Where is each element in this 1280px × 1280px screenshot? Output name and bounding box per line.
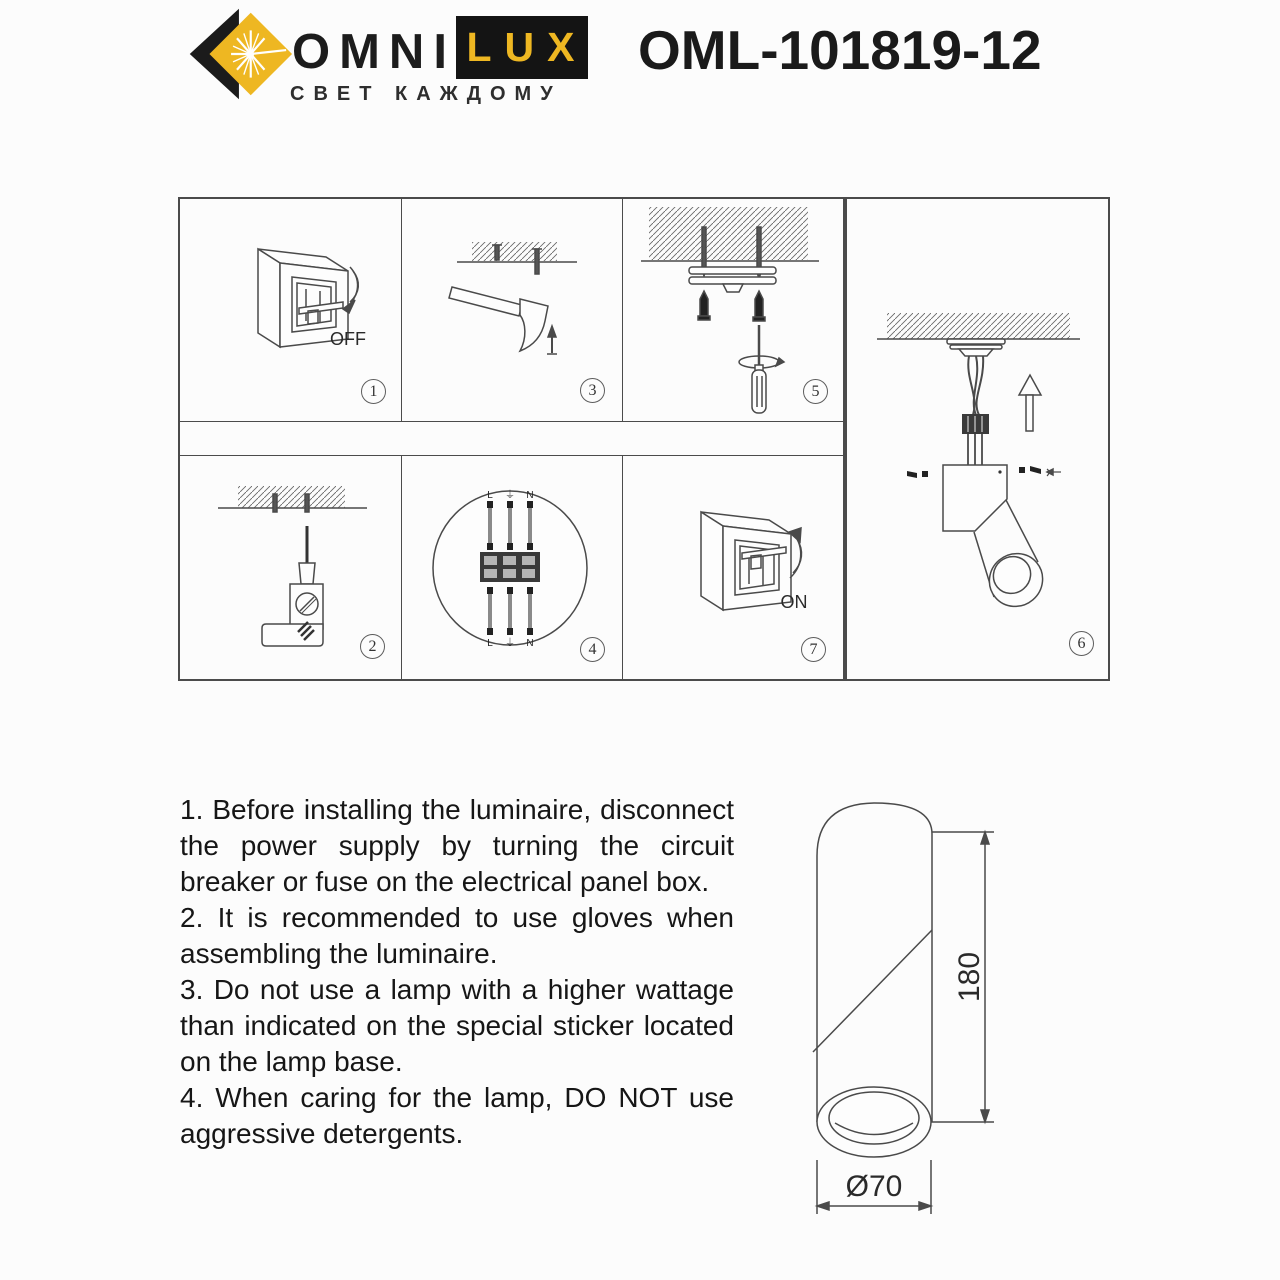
step-1-panel — [180, 199, 401, 421]
wire-label-bottom-n: N — [526, 638, 534, 649]
step-number-5: 5 — [803, 379, 828, 404]
step-number-4: 4 — [580, 637, 605, 662]
instruction-2: 2. It is recommended to use gloves when assembling the luminaire. — [180, 902, 734, 969]
omnilux-logo-icon — [176, 6, 294, 102]
height-dimension-label: 180 — [953, 951, 986, 1003]
step-5-panel — [622, 199, 843, 421]
step-number-2: 2 — [360, 634, 385, 659]
model-number: OML-101819-12 — [638, 19, 1042, 81]
brand-name-omni: OMNI — [292, 25, 456, 79]
step-6-panel — [845, 197, 1110, 681]
on-label: ON — [780, 592, 808, 612]
step-number-7: 7 — [801, 637, 826, 662]
diameter-dimension-label: Ø70 — [845, 1170, 903, 1203]
step-2-panel — [180, 456, 401, 679]
mounted-lamp-illustration — [847, 199, 1108, 679]
brand-lux-box — [456, 16, 588, 79]
step-3-panel — [401, 199, 622, 421]
step-4-panel — [401, 456, 622, 679]
wire-label-top-earth: ⏚ — [505, 490, 515, 501]
step-number-6: 6 — [1069, 631, 1094, 656]
installation-steps-grid — [178, 197, 845, 681]
lamp-dimension-drawing — [780, 790, 1080, 1260]
step-number-3: 3 — [580, 378, 605, 403]
brand-tagline: СВЕТ КАЖДОМУ — [290, 83, 562, 105]
instruction-3: 3. Do not use a lamp with a higher wattage than indicated on the special sticker located on the lamp base. — [180, 974, 734, 1077]
grid-separator-strip — [180, 421, 843, 456]
brand-name-lux: LUX — [466, 24, 588, 70]
off-label: OFF — [330, 329, 366, 349]
step-7-panel — [622, 456, 843, 679]
wire-label-top-l: L — [487, 490, 493, 501]
instructions-text — [180, 792, 734, 1152]
wire-label-bottom-earth: ⏚ — [505, 638, 515, 649]
step-number-1: 1 — [361, 379, 386, 404]
wire-label-top-n: N — [526, 490, 534, 501]
instruction-4: 4. When caring for the lamp, DO NOT use aggressive detergents. — [180, 1082, 734, 1149]
wire-label-bottom-l: L — [487, 638, 493, 649]
instruction-1: 1. Before installing the luminaire, disconnect the power supply by turning the circuit breaker or fuse on the electrical panel box. — [180, 794, 734, 897]
